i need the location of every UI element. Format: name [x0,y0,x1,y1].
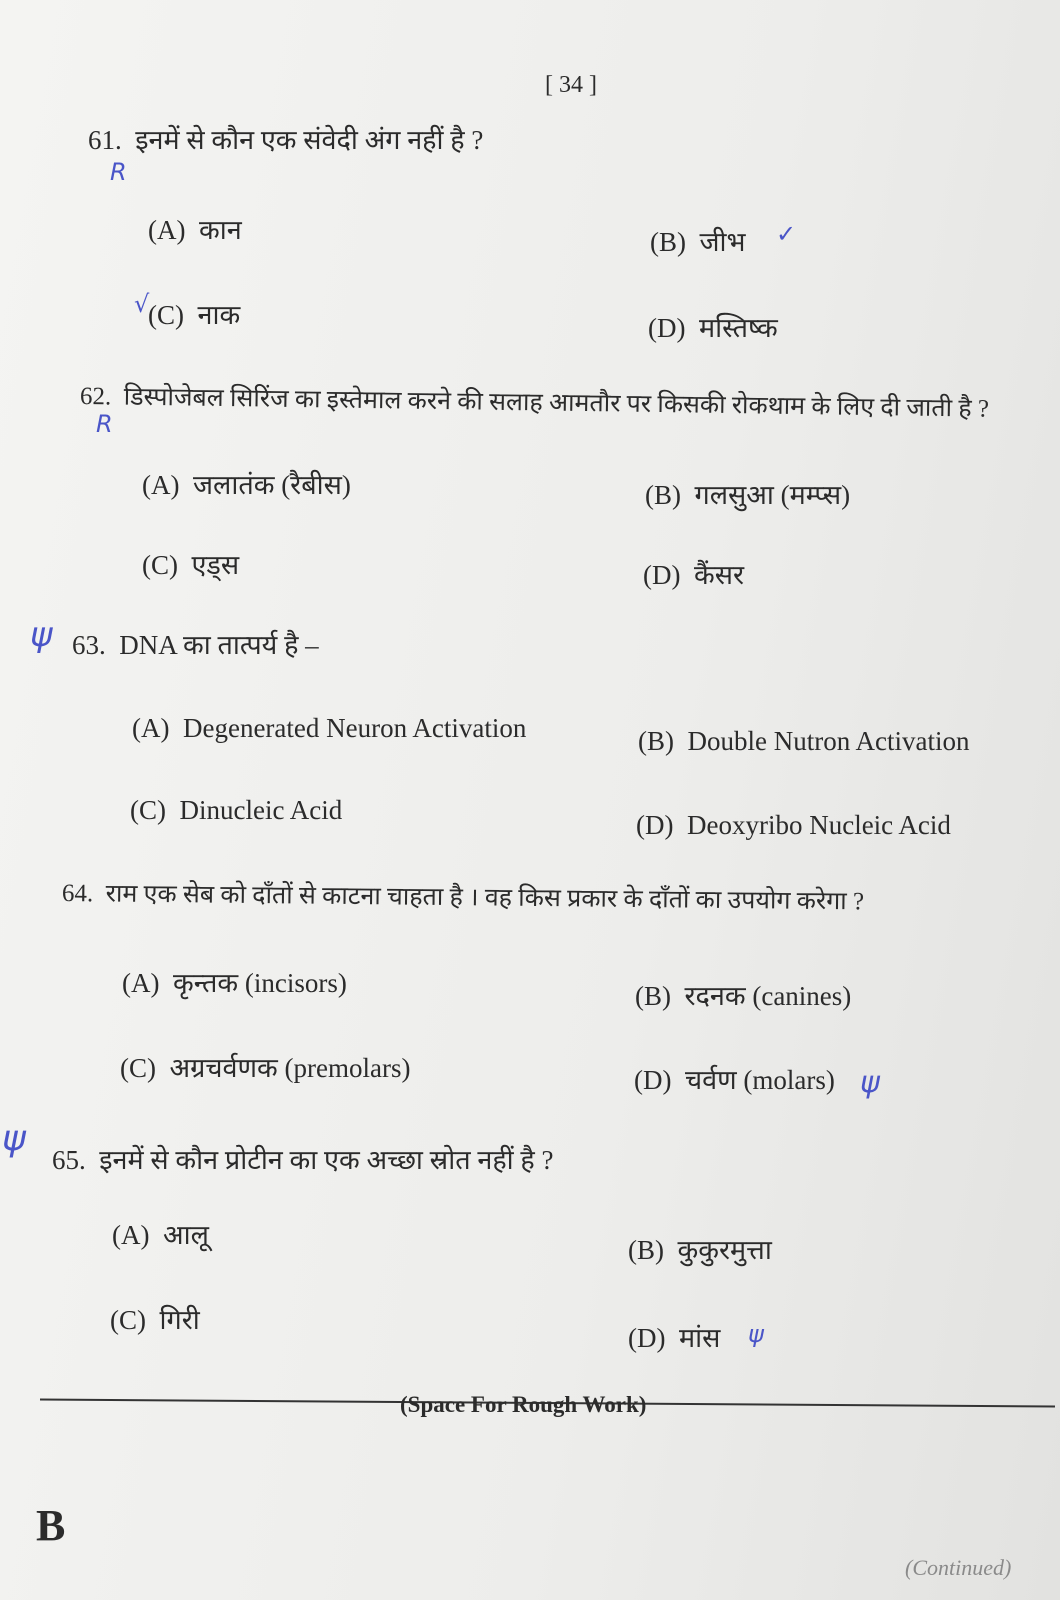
question-61 [88,120,483,157]
question-number: 61. [88,125,122,155]
booklet-series: B [36,1501,66,1550]
option-64-b: (B) रदनक (canines) [635,981,852,1011]
option-64-d: (D) चर्वण (molars) [634,1065,835,1095]
option-65-a: (A) आलू [112,1220,209,1250]
option-64-c: (C) अग्रचर्वणक (premolars) [120,1053,411,1083]
option-63-b: (B) Double Nutron Activation [638,726,970,756]
question-65: 65. इनमें से कौन प्रोटीन का एक अच्छा स्रोत नहीं है ? [52,1145,554,1175]
pen-tick: √ [134,290,150,318]
pen-mark: ψ [748,1320,764,1348]
option-61-d: (D) मस्तिष्क [648,313,778,343]
pen-mark: ψ [2,1118,26,1159]
option-62-c: (C) एड्स [142,550,240,580]
option-62-b: (B) गलसुआ (मम्प्स) [645,480,851,510]
option-65-c: (C) गिरी [110,1305,200,1335]
option-63-d: (D) Deoxyribo Nucleic Acid [636,810,951,840]
rough-work-label: (Space For Rough Work) [400,1392,647,1417]
pen-mark: R [96,410,113,438]
option-64-a: (A) कृन्तक (incisors) [122,968,347,998]
page-number: [ 34 ] [545,72,597,98]
option-63-a: (A) Degenerated Neuron Activation [132,713,527,743]
option-61-c: (C) नाक [148,300,241,330]
option-61-b: (B) जीभ [650,227,746,257]
option-62-d: (D) कैंसर [643,560,745,590]
option-63-c: (C) Dinucleic Acid [130,795,343,825]
question-63: 63. DNA का तात्पर्य है – [72,630,319,660]
question-62: 62. डिस्पोजेबल सिरिंज का इस्तेमाल करने की सलाह आमतौर पर किसकी रोकथाम के लिए दी जाती है ? [79,383,990,423]
pen-mark: R [110,158,127,186]
question-text: इनमें से कौन एक संवेदी अंग नहीं है ? [135,125,484,155]
option-61-a: (A) कान [148,215,242,245]
pen-mark: ψ [860,1065,880,1100]
question-64: 64. राम एक सेब को दाँतों से काटना चाहता है । वह किस प्रकार के दाँतों का उपयोग करेगा ? [61,880,865,916]
pen-mark: ψ [30,615,53,655]
option-65-d: (D) मांस [628,1323,721,1353]
continued-label: (Continued) [905,1555,1012,1580]
option-62-a: (A) जलातंक (रैबीस) [142,470,351,500]
option-65-b: (B) कुकुरमुत्ता [628,1235,772,1265]
pen-tick: ✓ [776,220,797,248]
